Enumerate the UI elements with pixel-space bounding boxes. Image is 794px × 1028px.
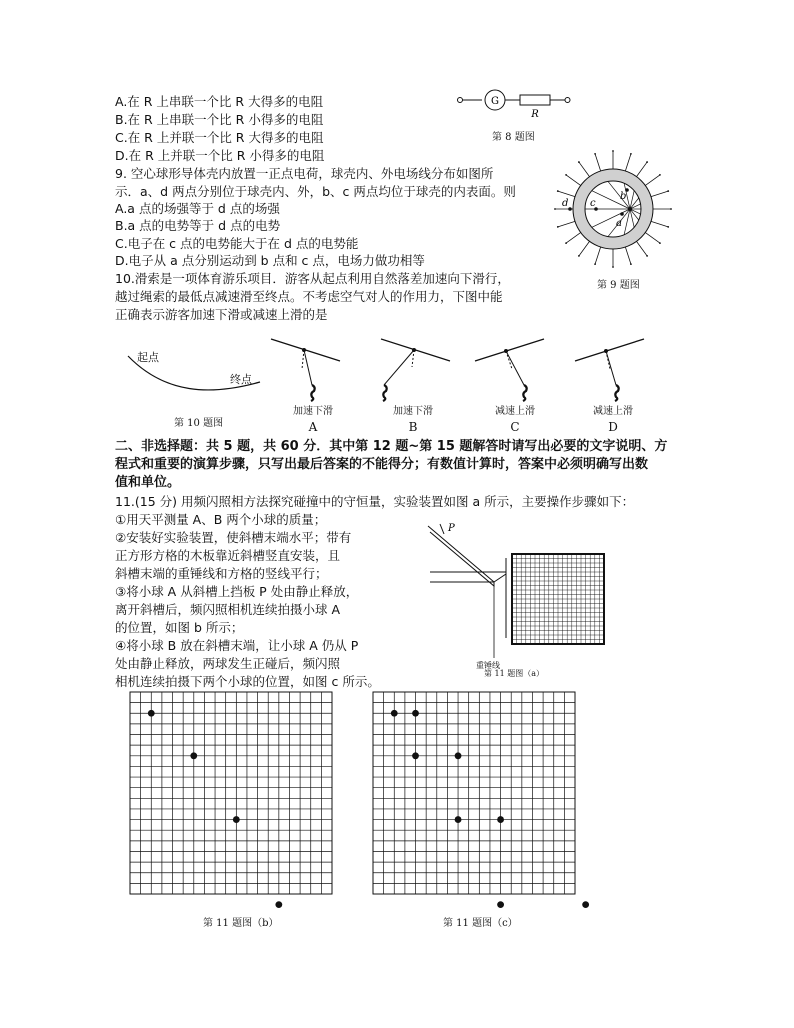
galvanometer-label: G (491, 96, 499, 107)
q11-step-3-line-2: 离开斜槽后，频闪照相机连续拍摄小球 A (115, 602, 341, 617)
q11-step-3-line-1: ③将小球 A 从斜槽上挡板 P 处由静止释放， (115, 584, 359, 599)
q8-circuit-diagram (455, 88, 575, 118)
field-arrow-tip (565, 242, 567, 244)
q11-step-2-line-1: ②安装好实验装置，使斜槽末端水平；带有 (115, 530, 352, 545)
q10-option-a-letter: A (308, 420, 318, 434)
ball-position-dot (148, 710, 155, 717)
ball-position-dot (275, 901, 282, 908)
field-arrow-tip (646, 161, 648, 163)
q10-stem-line-2: 越过绳索的最低点减速滑至终点。不考虑空气对人的作用力，下图中能 (115, 289, 503, 304)
q8-option-c: C.在 R 上并联一个比 R 大得多的电阻 (115, 130, 324, 145)
baffle-p (440, 524, 444, 534)
resistor-symbol (520, 95, 550, 105)
field-arrow-tip (667, 226, 669, 228)
q11-step-1: ①用天平测量 A、B 两个小球的质量； (115, 512, 327, 527)
ball-position-dot (233, 816, 240, 823)
label-c: c (590, 198, 596, 209)
field-arrow-tip (659, 174, 661, 176)
q11-figure-c-caption: 第 11 题图（c） (443, 918, 518, 929)
q10-option-a-figure (268, 335, 343, 405)
q11-grid-figure-b (130, 692, 332, 894)
q10-option-c-label: 减速上滑 (495, 406, 535, 417)
q11-apparatus-figure (420, 518, 610, 668)
ball-position-dot (391, 710, 398, 717)
outer-field-line (625, 247, 631, 264)
field-arrow-tip (630, 263, 632, 265)
q9-option-d: D.电子从 a 点分别运动到 b 点和 c 点，电场力做功相等 (115, 253, 425, 268)
label-a: a (616, 218, 622, 229)
ball-position-dot (455, 816, 462, 823)
q10-figure-caption: 第 10 题图 (174, 418, 224, 429)
field-arrow-tip (670, 208, 672, 210)
ball-position-dot (497, 816, 504, 823)
q10-option-b-label: 加速下滑 (393, 406, 433, 417)
q10-option-c-figure (472, 335, 547, 405)
q9-field-diagram (548, 152, 678, 267)
outer-field-line (651, 191, 668, 197)
point-charge (628, 207, 632, 211)
ball-position-dot (582, 901, 589, 908)
baffle-p-label: P (448, 523, 455, 534)
q8-figure-caption: 第 8 题图 (492, 132, 535, 143)
q9-stem-line-2: 示．a、d 两点分别位于球壳内、外，b、c 两点均位于球壳的内表面。则 (115, 184, 516, 199)
q8-option-a: A.在 R 上串联一个比 R 大得多的电阻 (115, 94, 324, 109)
outer-field-line (558, 221, 575, 227)
resistor-label: R (531, 109, 539, 120)
ball-position-dot (190, 752, 197, 759)
q9-option-c: C.电子在 c 点的电势能大于在 d 点的电势能 (115, 236, 359, 251)
field-arrow-tip (646, 255, 648, 257)
q10-stem-line-3: 正确表示游客加速下滑或减速上滑的是 (115, 307, 328, 322)
ball-position-dot (412, 710, 419, 717)
q10-option-d-letter: D (608, 420, 618, 434)
outer-field-line (645, 175, 660, 186)
outer-field-line (558, 191, 575, 197)
q11-figure-b-caption: 第 11 题图（b） (203, 918, 279, 929)
q10-end-label: 终点 (230, 373, 252, 386)
field-arrow-tip (578, 255, 580, 257)
section2-heading-line-1: 二、非选择题：共 5 题，共 60 分．其中第 12 题~第 15 题解答时请写出必要的文字说明、方 (115, 439, 668, 454)
field-arrow-tip (594, 153, 596, 155)
outer-field-line (625, 154, 631, 171)
label-b: b (620, 191, 627, 202)
q11-figure-a-caption: 第 11 题图（a） (484, 669, 545, 678)
point-a (620, 212, 624, 216)
outer-field-line (579, 241, 590, 256)
q10-option-c-letter: C (510, 420, 520, 434)
q11-step-4-line-3: 相机连续拍摄下两个小球的位置，如图 c 所示。 (115, 674, 380, 689)
q10-start-label: 起点 (137, 351, 159, 364)
q10-option-b-figure (378, 335, 453, 405)
field-arrow-tip (557, 190, 559, 192)
field-arrow-tip (612, 150, 614, 152)
q11-stem: 11.(15 分) 用频闪照相方法探究碰撞中的守恒量，实验装置如图 a 所示，主要操作步骤如下： (115, 494, 635, 509)
field-arrow-tip (630, 153, 632, 155)
outer-field-line (651, 221, 668, 227)
plumb-line-label: 重锤线 (476, 661, 500, 670)
q11-step-2-line-2: 正方形方格的木板靠近斜槽竖直安装，且 (115, 548, 341, 563)
label-d: d (562, 198, 569, 209)
field-arrow-tip (565, 174, 567, 176)
field-arrow-tip (659, 242, 661, 244)
outer-field-line (566, 175, 581, 186)
field-arrow-tip (667, 190, 669, 192)
q10-stem-line-1: 10.滑索是一项体育游乐项目．游客从起点利用自然落差加速向下滑行， (115, 271, 510, 286)
outer-field-line (566, 233, 581, 244)
q9-figure-caption: 第 9 题图 (597, 280, 640, 291)
field-arrow-tip (578, 161, 580, 163)
q8-option-b: B.在 R 上串联一个比 R 小得多的电阻 (115, 112, 324, 127)
field-arrow-tip (594, 263, 596, 265)
ball-position-dot (455, 752, 462, 759)
q11-step-4-line-1: ④将小球 B 放在斜槽末端，让小球 A 仍从 P (115, 638, 359, 653)
section2-heading-line-3: 值和单位。 (115, 475, 181, 490)
q9-option-b: B.a 点的电势等于 d 点的电势 (115, 218, 281, 233)
q11-grid-figure-c (373, 692, 575, 894)
q8-option-d: D.在 R 上并联一个比 R 小得多的电阻 (115, 148, 325, 163)
point-d (568, 207, 572, 211)
ball-position-dot (412, 752, 419, 759)
field-arrow-tip (554, 208, 556, 210)
outer-field-line (637, 162, 648, 177)
q11-step-2-line-3: 斜槽末端的重锤线和方格的竖线平行； (115, 566, 328, 581)
q10-option-b-letter: B (408, 420, 418, 434)
outer-field-line (637, 241, 648, 256)
q11-step-3-line-3: 的位置，如图 b 所示； (115, 620, 244, 635)
q11-step-4-line-2: 处由静止释放，两球发生正碰后，频闪照 (115, 656, 341, 671)
section2-heading-line-2: 程式和重要的演算步骤，只写出最后答案的不能得分；有数值计算时，答案中必须明确写出数 (115, 457, 649, 472)
q9-option-a: A.a 点的场强等于 d 点的场强 (115, 201, 280, 216)
outer-field-line (579, 162, 590, 177)
q10-option-d-figure (572, 335, 647, 405)
q10-option-d-label: 减速上滑 (593, 406, 633, 417)
q10-option-a-label: 加速下滑 (293, 406, 333, 417)
outer-field-line (645, 233, 660, 244)
ball-position-dot (497, 901, 504, 908)
q9-stem-line-1: 9. 空心球形导体壳内放置一正点电荷，球壳内、外电场线分布如图所 (115, 166, 494, 181)
outer-field-line (595, 154, 601, 171)
field-arrow-tip (612, 266, 614, 268)
outer-field-line (595, 247, 601, 264)
field-arrow-tip (557, 226, 559, 228)
